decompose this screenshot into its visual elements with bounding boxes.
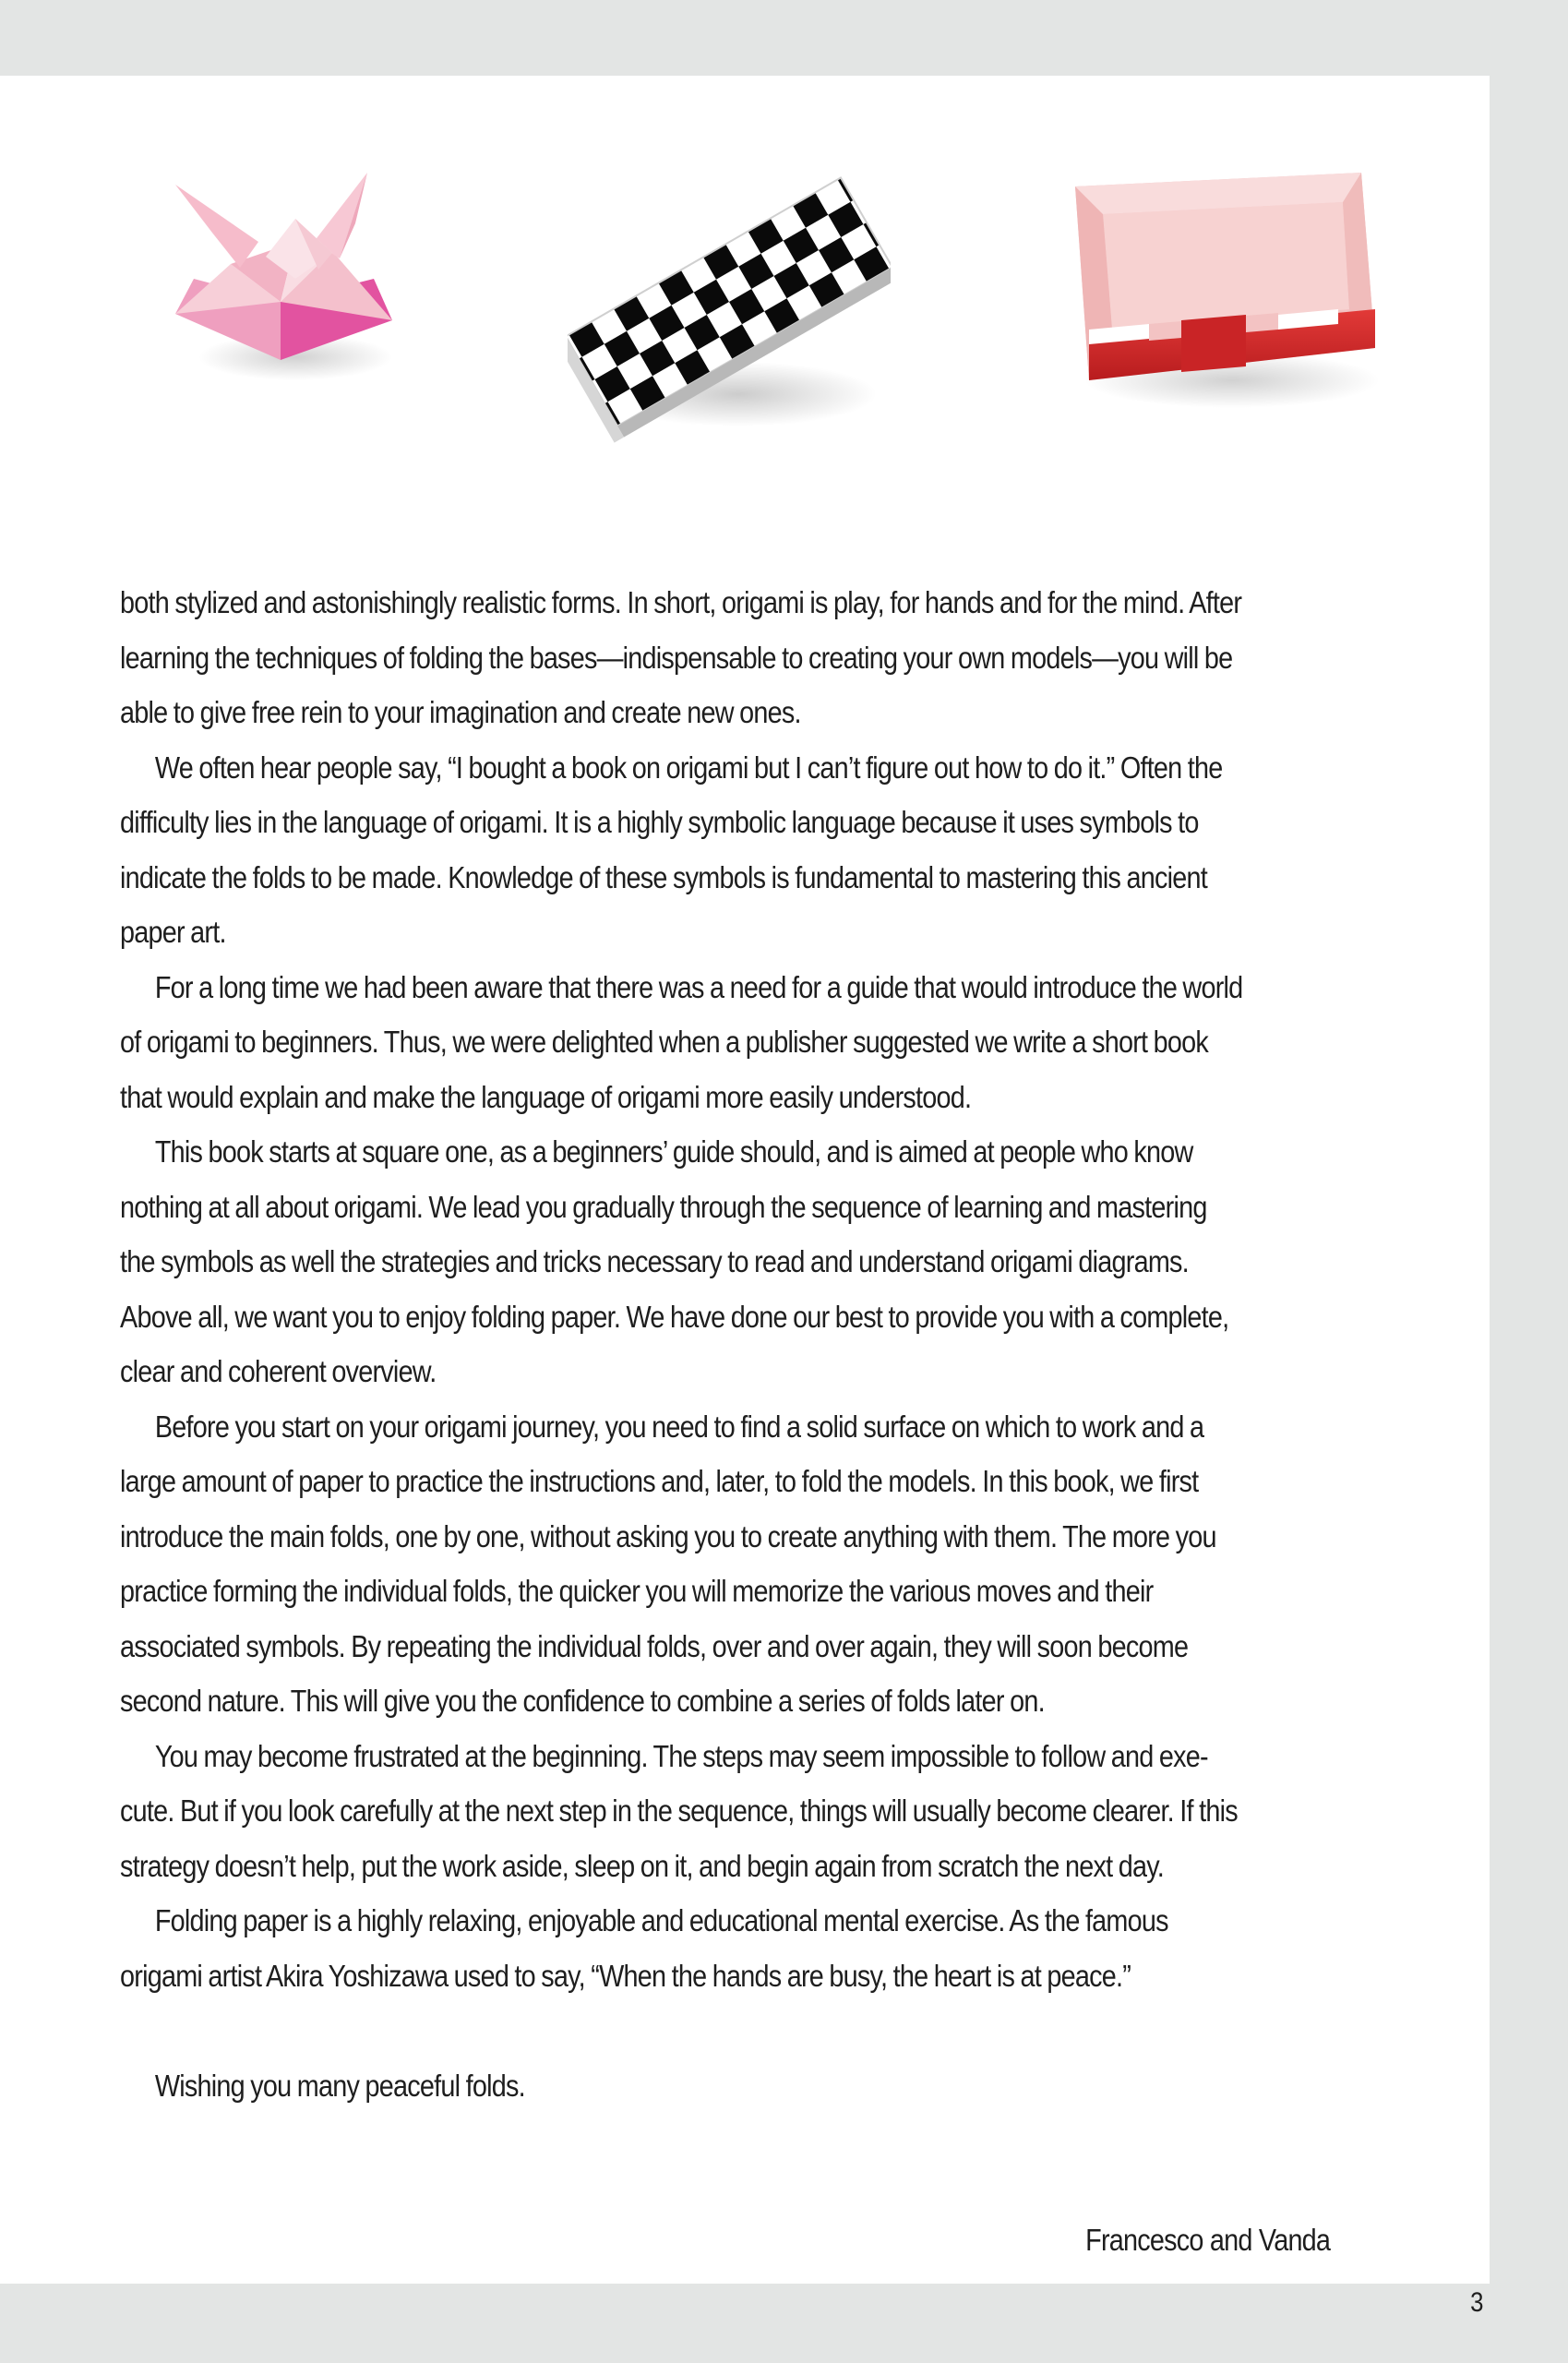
signature: Francesco and Vanda: [1084, 2224, 1330, 2258]
checkerboard-origami-photo: [568, 154, 891, 450]
paragraph-5: Before you start on your origami journey, you need to find a solid surface on which to work and a large amount of paper to practice the instructions and, later, to fold the models. In this book, we first introduce the main folds, one by one, without asking you to create anything with them. The more you practice forming the individual folds, the quicker you will memorize the various moves and their associated symbols. By repeating the individual folds, over and over again, they will soon become second nature. This will give you the confidence to combine a series of folds later on.: [120, 1409, 1216, 1719]
paragraph-6: You may become frustrated at the beginning. The steps may seem impossible to follow and exe-cute. But if you look carefully at the next step in the sequence, things will usually become clearer. If this strategy doesn’t help, put the work aside, sleep on it, and begin again from scratch the next day.: [120, 1739, 1238, 1884]
paragraph-1: both stylized and astonishingly realistic forms. In short, origami is play, for hands and for the mind. After learning the techniques of folding the bases—indispensable to creating your own models—you will be able to give free rein to your imagination and create new ones.: [120, 586, 1242, 730]
red-pink-box-photo: [1061, 154, 1394, 422]
closing-line: Wishing you many peaceful folds.: [154, 2069, 525, 2104]
page-number: 3: [1470, 2287, 1484, 2318]
paragraph-4: This book starts at square one, as a beginners’ guide should, and is aimed at people who know nothing at all about origami. We lead you gradually through the sequence of learning and mastering the symbols as well the strategies and tricks necessary to read and understand origami diagrams. Above all, we want you to enjoy folding paper. We have done our best to provide you with a complete, clear and coherent overview.: [120, 1135, 1229, 1389]
pink-star-box-photo: [157, 168, 406, 399]
paragraph-3: For a long time we had been aware that there was a need for a guide that would introduce the world of origami to beginners. Thus, we were delighted when a publisher suggested we write a short book that would explain and make the language of origami more easily understood.: [120, 970, 1243, 1115]
paragraph-7: Folding paper is a highly relaxing, enjoyable and educational mental exercise. As the famous origami artist Akira Yoshizawa used to say, “When the hands are busy, the heart is at peace.”: [120, 1904, 1168, 1994]
paragraph-2: We often hear people say, “I bought a book on origami but I can’t figure out how to do it.” Often the difficulty lies in the language of origami. It is a highly symbolic language because it uses symbols to indicate the folds to be made. Knowledge of these symbols is fundamental to mastering this ancient paper art.: [120, 750, 1223, 950]
book-page: [0, 76, 1490, 2284]
body-text: [120, 576, 1247, 2114]
